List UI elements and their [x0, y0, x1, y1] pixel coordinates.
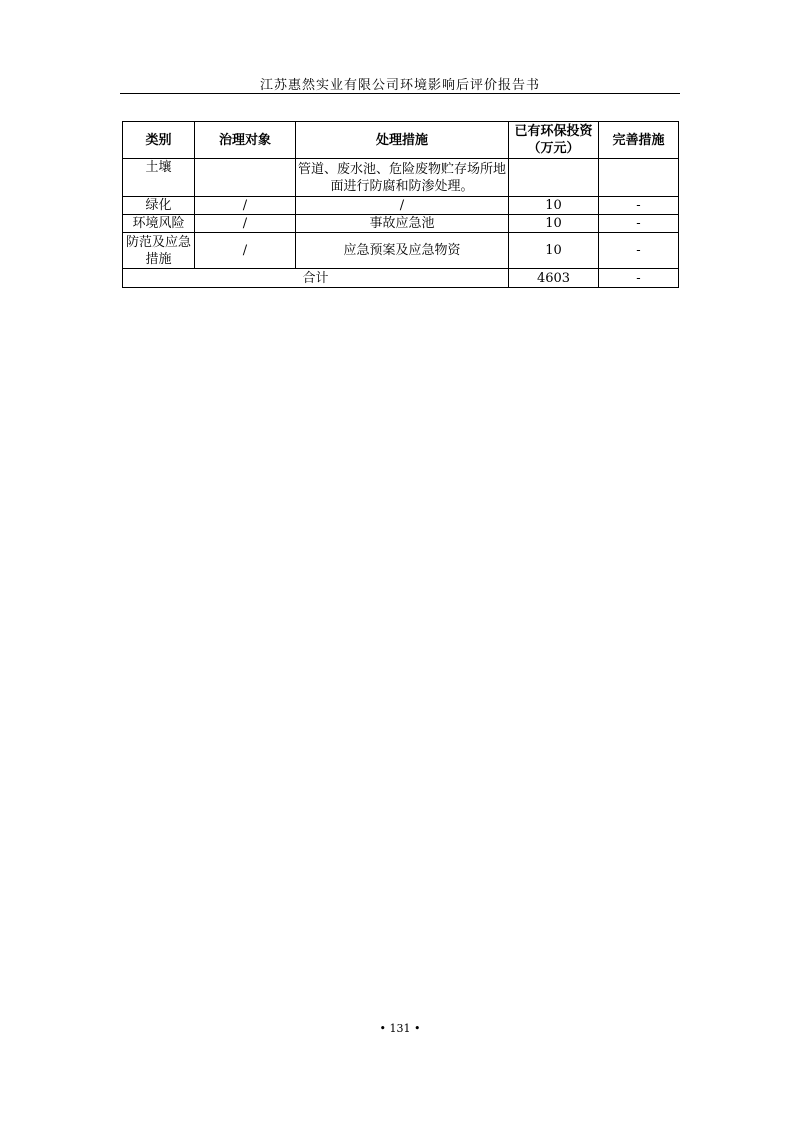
- cell-investment: 10: [509, 233, 599, 269]
- cell-improve: -: [599, 215, 679, 233]
- table-header-row: [123, 122, 679, 159]
- cell-investment: 10: [509, 215, 599, 233]
- cell-object: /: [195, 215, 296, 233]
- cell-object: /: [195, 197, 296, 215]
- table-total-row: [123, 269, 679, 288]
- cell-improve: [599, 159, 679, 197]
- cell-measure: 管道、废水池、危险废物贮存场所地面进行防腐和防渗处理。: [296, 159, 509, 197]
- total-improve: -: [599, 269, 679, 288]
- cell-object: /: [195, 233, 296, 269]
- total-label: 合计: [123, 269, 509, 288]
- cell-category: 防范及应急措施: [123, 233, 195, 269]
- col-header-investment: 已有环保投资（万元）: [509, 122, 599, 159]
- cell-improve: -: [599, 197, 679, 215]
- cell-measure: 应急预案及应急物资: [296, 233, 509, 269]
- header-divider: [120, 93, 680, 94]
- cell-category: 环境风险: [123, 215, 195, 233]
- col-header-measure: 处理措施: [296, 122, 509, 159]
- cell-measure: 事故应急池: [296, 215, 509, 233]
- cell-investment: 10: [509, 197, 599, 215]
- cell-category: 绿化: [123, 197, 195, 215]
- page-number: • 131 •: [379, 1022, 421, 1035]
- col-header-category: 类别: [123, 122, 195, 159]
- investment-table: [122, 121, 679, 288]
- cell-investment: [509, 159, 599, 197]
- cell-object: [195, 159, 296, 197]
- table-row: [123, 159, 679, 197]
- total-investment: 4603: [509, 269, 599, 288]
- col-header-improve: 完善措施: [599, 122, 679, 159]
- cell-improve: -: [599, 233, 679, 269]
- cell-category: 土壤: [123, 159, 195, 197]
- cell-measure: /: [296, 197, 509, 215]
- col-header-object: 治理对象: [195, 122, 296, 159]
- page-header-title: 江苏惠然实业有限公司环境影响后评价报告书: [259, 78, 540, 93]
- table-row: [123, 197, 679, 215]
- table-row: [123, 233, 679, 269]
- table-row: [123, 215, 679, 233]
